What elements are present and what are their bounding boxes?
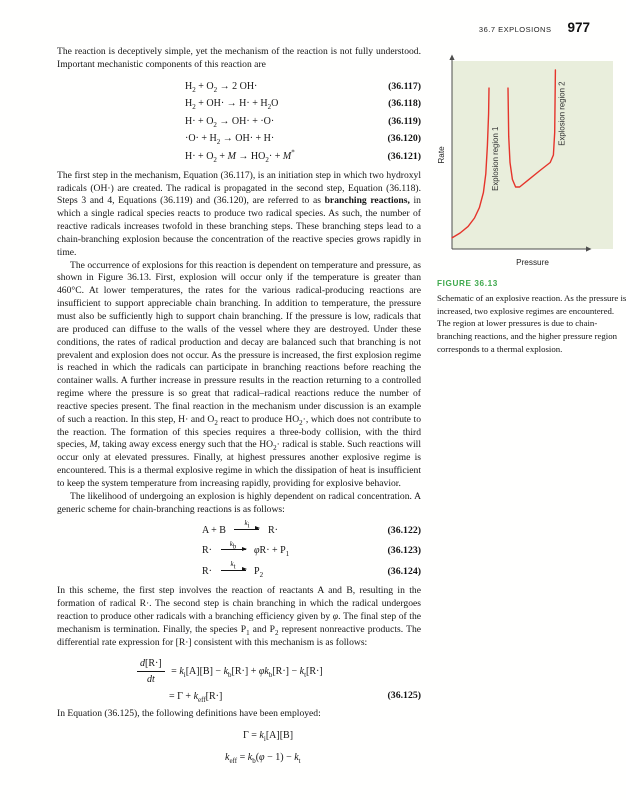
paragraph-intro: The reaction is deceptively simple, yet the mechanism of the reaction is not fully understood. Important mechanistic components of this reaction are: [57, 46, 421, 70]
running-head: [479, 20, 590, 35]
equation-expression: $H\cdot + O_2 + M \to HO_2\cdot + M^*$: [185, 148, 295, 164]
equation-expression: $H_2 + OH\cdot \to H\cdot + H_2O$: [185, 98, 279, 112]
equation-expression: A + B $k_i$ R·: [202, 519, 278, 536]
plot-background: [452, 61, 613, 249]
equation-expression: R· $k_t$ $P_2$: [202, 560, 264, 579]
x-axis-label: Pressure: [516, 258, 549, 267]
equation-number: (36.117): [388, 80, 421, 92]
equation-number: (36.123): [387, 545, 421, 557]
figure-column: [437, 53, 626, 356]
rate-expression-line2: = $\Gamma + k_{eff}[R\cdot]$: [169, 690, 223, 704]
equation-expression: R· $k_b$ $\varphi R\cdot + P_1$: [202, 539, 290, 559]
equation-row: [202, 519, 421, 537]
equation-expression: $H_2 + O_2 \to 2$ OH·: [185, 80, 258, 94]
definition-gamma: $\Gamma = k_i[A][B]$: [243, 729, 294, 743]
equation-block-generic-scheme: [57, 519, 421, 579]
main-text-column: [57, 46, 421, 764]
paragraph-likelihood: The likelihood of undergoing an explosion is highly dependent on radical concentration. A generic scheme for chain-branching reactions is as follows:: [57, 490, 421, 515]
equation-block-mechanism: [57, 80, 421, 163]
figure-chart: [437, 53, 623, 271]
equation-expression: $\cdot O\cdot + H_2 \to OH\cdot + H\cdot$: [185, 133, 275, 147]
equation-row: [185, 150, 421, 163]
definitions-block: [57, 729, 421, 764]
equation-number: (36.118): [388, 98, 421, 110]
equation-number: (36.121): [387, 150, 421, 162]
equation-number: (36.124): [387, 565, 421, 577]
equation-expression: $H\cdot + O_2 \to OH\cdot + \cdot O\cdot$: [185, 115, 275, 129]
equation-row: [185, 132, 421, 145]
equation-number: (36.125): [387, 689, 421, 701]
figure-caption: Schematic of an explosive reaction. As the pressure is increased, two explosive regimes are encountered. The region at lower pressures is due to chain-branching reactions, and the higher pressure region corresponds to a thermal explosion.: [437, 293, 626, 354]
equation-row: [185, 80, 421, 93]
equation-number: (36.119): [388, 115, 421, 127]
paragraph-definitions-intro: In Equation (36.125), the following definitions have been employed:: [57, 707, 321, 719]
equation-row: [202, 539, 421, 559]
paragraph-occurrence: The occurrence of explosions for this reaction is dependent on temperature and pressure, as shown in Figure 36.13. First, explosion will occur only if the temperature is greater than 460°C. At lower temperatures, the rates for the various radical-producing reactions are insufficient to support appreciable chain branching. In addition to temperature, the pressure must also be sufficiently high to support chain branching. If the pressure is low, radicals that are produced can diffuse to the walls of the vessel where they are destroyed. Under these conditions, the rates of radical production and decay are balanced such that branching is not prevalent and explosion does not occur. As the pressure is increased, the first explosion regime is reached in which the radicals can participate in branching reactions before reaching the container walls. A further increase in pressure results in the reaction returning to a controlled regime where the pressure is so great that radical–radical reactions reduce the number of reactive species present. The final reaction in the mechanism under discussion is an example of such a reaction. In this step, H· and $O_2$ react to produce $HO_2\cdot$, which does not contribute to the reaction. The formation of this species requires a three-body collision, with the third species, M, taking away excess energy such that the $HO_2\cdot$ radical is stable. Such reactions will occur only at elevated pressures. Finally, at highest pressures another explosive regime is encountered. This is a thermal explosive regime in which the dissipation of heat is insufficient to keep the system temperature from increasing rapidly, providing for explosive behavior.: [57, 259, 422, 489]
region-annotation: Explosion region 2: [557, 81, 567, 146]
section-header: 36.7 EXPLOSIONS: [478, 25, 552, 34]
equation-number: (36.122): [387, 524, 421, 536]
equation-number: (36.120): [387, 133, 421, 145]
equation-row: [202, 560, 421, 579]
rate-expression-equation: [57, 657, 421, 703]
equation-row: [185, 115, 421, 128]
definition-keff: $k_{eff} = k_b(\varphi - 1) - k_t$: [225, 751, 301, 765]
figure-label: FIGURE 36.13: [437, 279, 498, 288]
y-axis-label: Rate: [437, 146, 446, 164]
page-number: 977: [567, 20, 590, 35]
y-axis-arrow: [449, 55, 454, 61]
paragraph-first-step: The first step in the mechanism, Equation (36.117), is an initiation step in which two hydroxyl radicals (OH·) are created. The radical is propagated in the second step, Equation (36.118). Steps 3 and 4, Equations (36.119) and (36.120), are referred to as branching reactions, in which a single radical species reacts to produce two radical species. As such, the number of reactive radicals increases twofold in these branching steps. These branching steps lead to a chain-branching explosion because the concentration of the reactive species grows rapidly in time.: [57, 169, 421, 258]
region-annotation: Explosion region 1: [491, 126, 501, 191]
paragraph-scheme-explanation: In this scheme, the first step involves the reaction of reactants A and B, resulting in the formation of radical R·. The second step is chain branching in which the radical undergoes reaction to produce other radicals with a branching efficiency given by φ. The final step of the mechanism is termination. Finally, the species $P_1$ and $P_2$ represent nonreactive products. The differential rate expression for [R·] consistent with this mechanism is as follows:: [57, 585, 422, 648]
rate-expression-line1: $\frac{d[R\cdot]}{dt}$ = $k_i[A][B] - k_b[R\cdot] + \varphi k_b[R\cdot] - k_t[R\cdot]$: [137, 657, 421, 686]
equation-row: [185, 97, 421, 110]
